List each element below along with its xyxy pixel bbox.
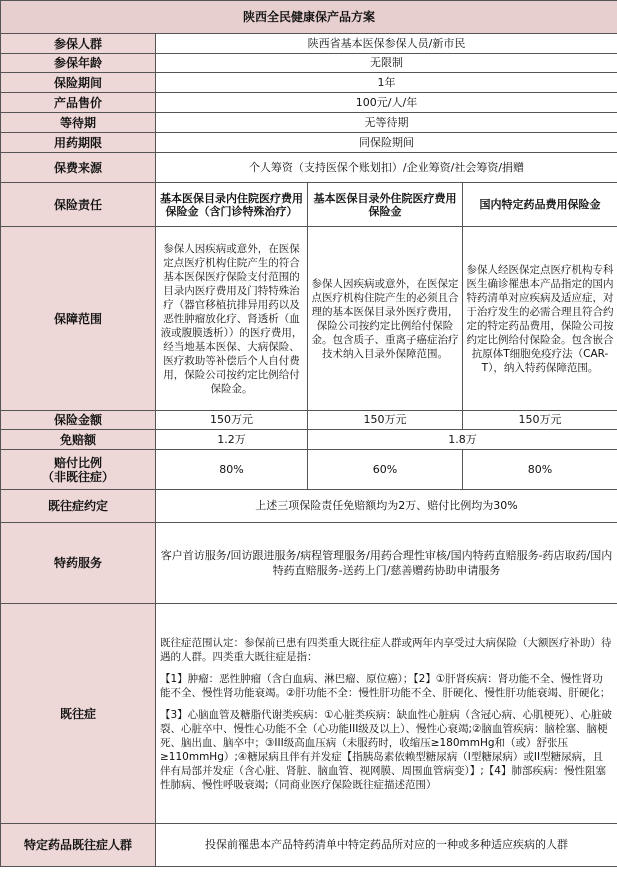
label-period: 保险期间 bbox=[1, 73, 156, 93]
preexisting-para-2: 【1】肿瘤：恶性肿瘤（含白血病、淋巴瘤、原位癌）；【2】①肝肾疾病：肾功能不全、慢性肾功能不全、慢性肾功能衰竭。②肝功能不全：慢性肝功能不全、肝硬化、慢性肝功能衰竭、肝硬化； bbox=[160, 672, 611, 699]
ratio-col-3: 80% bbox=[463, 450, 617, 490]
label-ratio-line1: 赔付比例 bbox=[53, 455, 102, 470]
row-coverage bbox=[1, 227, 617, 411]
label-coverage: 保障范围 bbox=[1, 227, 156, 411]
label-preexisting: 既往症 bbox=[1, 604, 156, 824]
value-price: 100元/人/年 bbox=[156, 93, 617, 113]
row-age bbox=[1, 54, 617, 73]
label-ratio bbox=[1, 450, 156, 490]
sum-insured-col-2: 150万元 bbox=[308, 411, 463, 430]
title-row bbox=[1, 1, 617, 34]
row-funding bbox=[1, 153, 617, 183]
row-period bbox=[1, 73, 617, 93]
deductible-col-1: 1.2万 bbox=[156, 430, 308, 450]
row-ratio bbox=[1, 450, 617, 490]
coverage-col-3: 参保人经医保定点医疗机构专科医生确诊罹患本产品指定的国内特药清单对应疾病及适应症，对于治疗发生的必需合理且符合约定的特定药品费用，保险公司按约定比例给付保险金。包含嵌合抗原体T细胞免疫疗法（CAR-T），纳入特药保障范围。 bbox=[463, 227, 617, 411]
label-age: 参保年龄 bbox=[1, 54, 156, 73]
value-preexisting-agreement: 上述三项保险责任免赔额均为2万、赔付比例均为30% bbox=[156, 490, 617, 523]
label-special-services: 特药服务 bbox=[1, 523, 156, 604]
row-price bbox=[1, 93, 617, 113]
label-sum-insured: 保险金额 bbox=[1, 411, 156, 430]
preexisting-para-3: 【3】心脑血管及糖脂代谢类疾病：①心脏类疾病：缺血性心脏病（含冠心病、心肌梗死）、心脏破裂、心脏卒中、慢性心功能不全（心功能III级及以上）、慢性心衰竭;②脑血管疾病：脑栓塞、脑梗死、脑出血、脑卒中；③III级高血压病（未服药时，收缩压≥180mmHg和（或）舒张压≥110mmHg）;④糖尿病且伴有并发症【指胰岛素依赖型糖尿病（I型糖尿病）或II型糖尿病，且伴有局部并发症（含心脏、肾脏、脑血管、视网膜、周围血管病变）】;【4】肺部疾病：慢性阻塞性肺病、慢性呼吸衰竭;（同商业医疗保险既往症描述范围） bbox=[160, 708, 612, 791]
value-preexisting bbox=[156, 604, 617, 824]
row-preexisting-agreement bbox=[1, 490, 617, 523]
value-specific-drug-group: 投保前罹患本产品特药清单中特定药品所对应的一种或多种适应疾病的人群 bbox=[156, 824, 617, 867]
value-period: 1年 bbox=[156, 73, 617, 93]
value-age: 无限制 bbox=[156, 54, 617, 73]
sum-insured-col-3: 150万元 bbox=[463, 411, 617, 430]
value-waiting: 无等待期 bbox=[156, 113, 617, 133]
coverage-col-2: 参保人因疾病或意外，在医保定点医疗机构住院产生的必须且合理的基本医保目录外医疗费用，保险公司按约定比例给付保险金。包含质子、重离子癌症治疗技术纳入目录外保障范围。 bbox=[308, 227, 463, 411]
liability-col-3: 国内特定药品费用保险金 bbox=[463, 183, 617, 227]
deductible-col-2: 1.8万 bbox=[308, 430, 617, 450]
row-waiting bbox=[1, 113, 617, 133]
row-deductible bbox=[1, 430, 617, 450]
row-drug-period bbox=[1, 133, 617, 153]
value-special-services: 客户首访服务/回访跟进服务/病程管理服务/用药合理性审核/国内特药直赔服务-药店取药/国内特药直赔服务-送药上门/慈善赠药协助申请服务 bbox=[156, 523, 617, 604]
value-insured-group: 陕西省基本医保参保人员/新市民 bbox=[156, 34, 617, 54]
row-specific-drug-group bbox=[1, 824, 617, 867]
row-sum-insured bbox=[1, 411, 617, 430]
label-waiting: 等待期 bbox=[1, 113, 156, 133]
row-preexisting bbox=[1, 604, 617, 824]
preexisting-para-1: 既往症范围认定：参保前已患有四类重大既往症人群或两年内享受过大病保险（大额医疗补助）待遇的人群。四类重大既往症是指： bbox=[160, 636, 612, 663]
table-title: 陕西全民健康保产品方案 bbox=[1, 1, 617, 34]
ratio-col-2: 60% bbox=[308, 450, 463, 490]
row-special-services bbox=[1, 523, 617, 604]
coverage-col-1: 参保人因疾病或意外，在医保定点医疗机构住院产生的符合基本医保医疗保险支付范围的目录内医疗费用及门特特殊治疗（器官移植抗排异用药以及恶性肿瘤放化疗、肾透析（血液或腹膜透析））的医疗费用，经当地基本医保、大病保险、医疗救助等补偿后个人自付费用，保险公司按约定比例给付保险金。 bbox=[156, 227, 308, 411]
liability-col-1: 基本医保目录内住院医疗费用 保险金（含门诊特殊治疗） bbox=[156, 183, 308, 227]
ratio-col-1: 80% bbox=[156, 450, 308, 490]
label-specific-drug-group: 特定药品既往症人群 bbox=[1, 824, 156, 867]
label-deductible: 免赔额 bbox=[1, 430, 156, 450]
label-drug-period: 用药期限 bbox=[1, 133, 156, 153]
value-funding: 个人筹资（支持医保个账划扣）/企业筹资/社会筹资/捐赠 bbox=[156, 153, 617, 183]
value-drug-period: 同保险期间 bbox=[156, 133, 617, 153]
row-liability bbox=[1, 183, 617, 227]
row-insured-group bbox=[1, 34, 617, 54]
label-price: 产品售价 bbox=[1, 93, 156, 113]
sum-insured-col-1: 150万元 bbox=[156, 411, 308, 430]
label-insured-group: 参保人群 bbox=[1, 34, 156, 54]
liability-col-2: 基本医保目录外住院医疗费用保险金 bbox=[308, 183, 463, 227]
label-liability: 保险责任 bbox=[1, 183, 156, 227]
label-funding: 保费来源 bbox=[1, 153, 156, 183]
label-preexisting-agreement: 既往症约定 bbox=[1, 490, 156, 523]
label-ratio-line2: （非既往症） bbox=[41, 469, 114, 484]
